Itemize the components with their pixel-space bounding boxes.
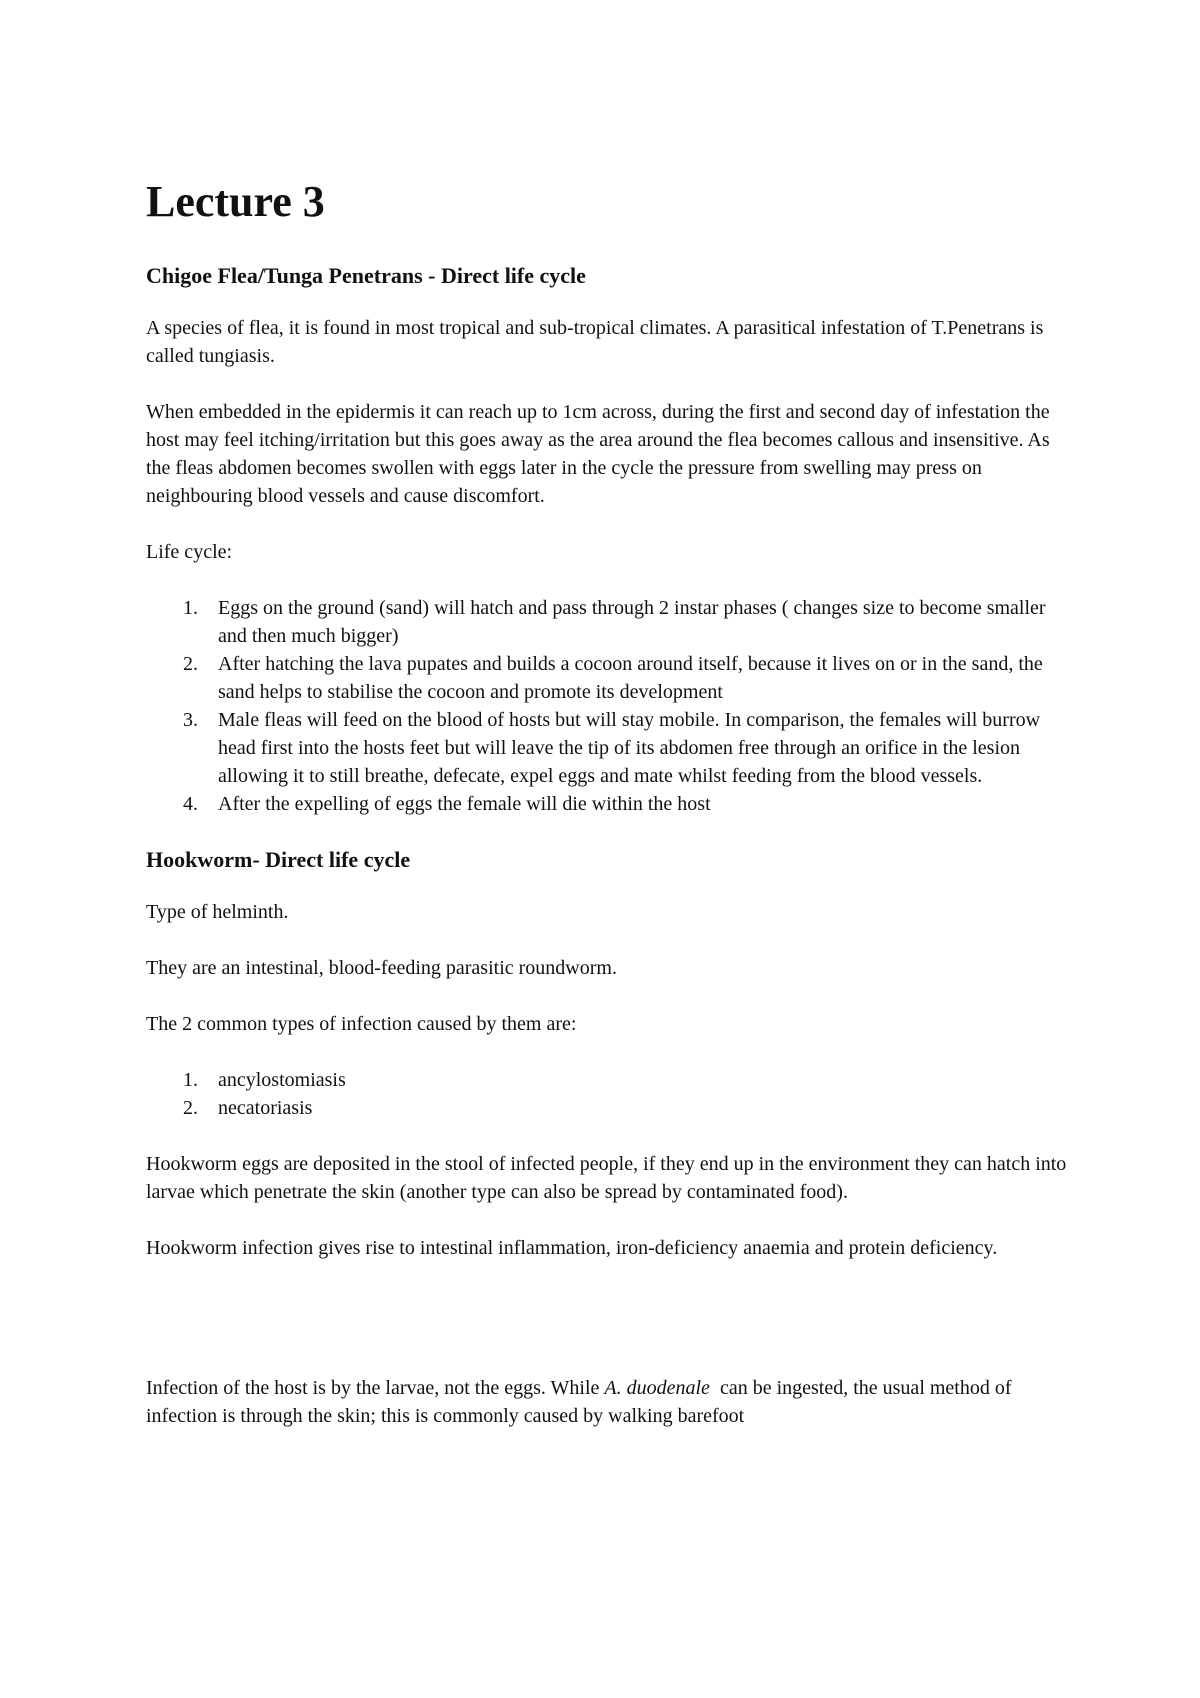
paragraph: Type of helminth. [146, 901, 289, 923]
blank-space [146, 1290, 1076, 1374]
list-item-text: ancylostomiasis [218, 1069, 346, 1091]
list-item-text: After the expelling of eggs the female will die within the host [218, 793, 711, 815]
list-item [146, 650, 1076, 706]
list-number: 1. [183, 1069, 198, 1091]
list-item-text: necatoriasis [218, 1097, 313, 1119]
paragraph: Hookworm infection gives rise to intestinal inflammation, iron-deficiency anaemia and protein deficiency. [146, 1237, 998, 1259]
list-item [146, 706, 1076, 790]
infection-types-list [146, 1066, 1076, 1122]
list-item [146, 594, 1076, 650]
section-heading-chigoe-flea: Chigoe Flea/Tunga Penetrans - Direct life cycle [146, 263, 586, 288]
page-title: Lecture 3 [146, 177, 325, 226]
list-item [146, 1094, 1076, 1122]
paragraph [146, 1374, 1076, 1430]
life-cycle-list [146, 594, 1076, 818]
paragraph: They are an intestinal, blood-feeding parasitic roundworm. [146, 957, 617, 979]
list-number: 1. [183, 597, 198, 619]
italic-species-name: A. duodenale [604, 1377, 710, 1399]
paragraph: The 2 common types of infection caused by them are: [146, 1013, 577, 1035]
paragraph-text: can be ingested, the usual method of infection is through the skin; this is commonly caused by walking barefoot [146, 1377, 1017, 1427]
paragraph: When embedded in the epidermis it can reach up to 1cm across, during the first and second day of infestation the host may feel itching/irritation but this goes away as the area around the flea becomes callous and insensitive. As the fleas abdomen becomes swollen with eggs later in the cycle the pressure from swelling may press on neighbouring blood vessels and cause discomfort. [146, 401, 1050, 507]
list-item-text: Eggs on the ground (sand) will hatch and pass through 2 instar phases ( changes size to become smaller and then much bigger) [218, 597, 1046, 647]
paragraph-text: Infection of the host is by the larvae, not the eggs. While [146, 1377, 605, 1399]
list-number: 2. [183, 1097, 198, 1119]
paragraph: A species of flea, it is found in most tropical and sub-tropical climates. A parasitical infestation of T.Penetrans is called tungiasis. [146, 317, 1044, 367]
list-number: 3. [183, 709, 198, 731]
section-heading-hookworm: Hookworm- Direct life cycle [146, 847, 411, 872]
list-number: 4. [183, 793, 198, 815]
list-item [146, 790, 1076, 818]
list-number: 2. [183, 653, 198, 675]
list-item-text: After hatching the lava pupates and builds a cocoon around itself, because it lives on or in the sand, the sand helps to stabilise the cocoon and promote its development [218, 653, 1043, 703]
paragraph: Hookworm eggs are deposited in the stool of infected people, if they end up in the environment they can hatch into larvae which penetrate the skin (another type can also be spread by contaminated food). [146, 1153, 1067, 1203]
document-page [146, 176, 1076, 1430]
list-item-text: Male fleas will feed on the blood of hosts but will stay mobile. In comparison, the females will burrow head first into the hosts feet but will leave the tip of its abdomen free through an orifice in the lesion allowing it to still breathe, defecate, expel eggs and mate whilst feeding from the blood vessels. [218, 709, 1041, 787]
paragraph: Life cycle: [146, 541, 233, 563]
list-item [146, 1066, 1076, 1094]
